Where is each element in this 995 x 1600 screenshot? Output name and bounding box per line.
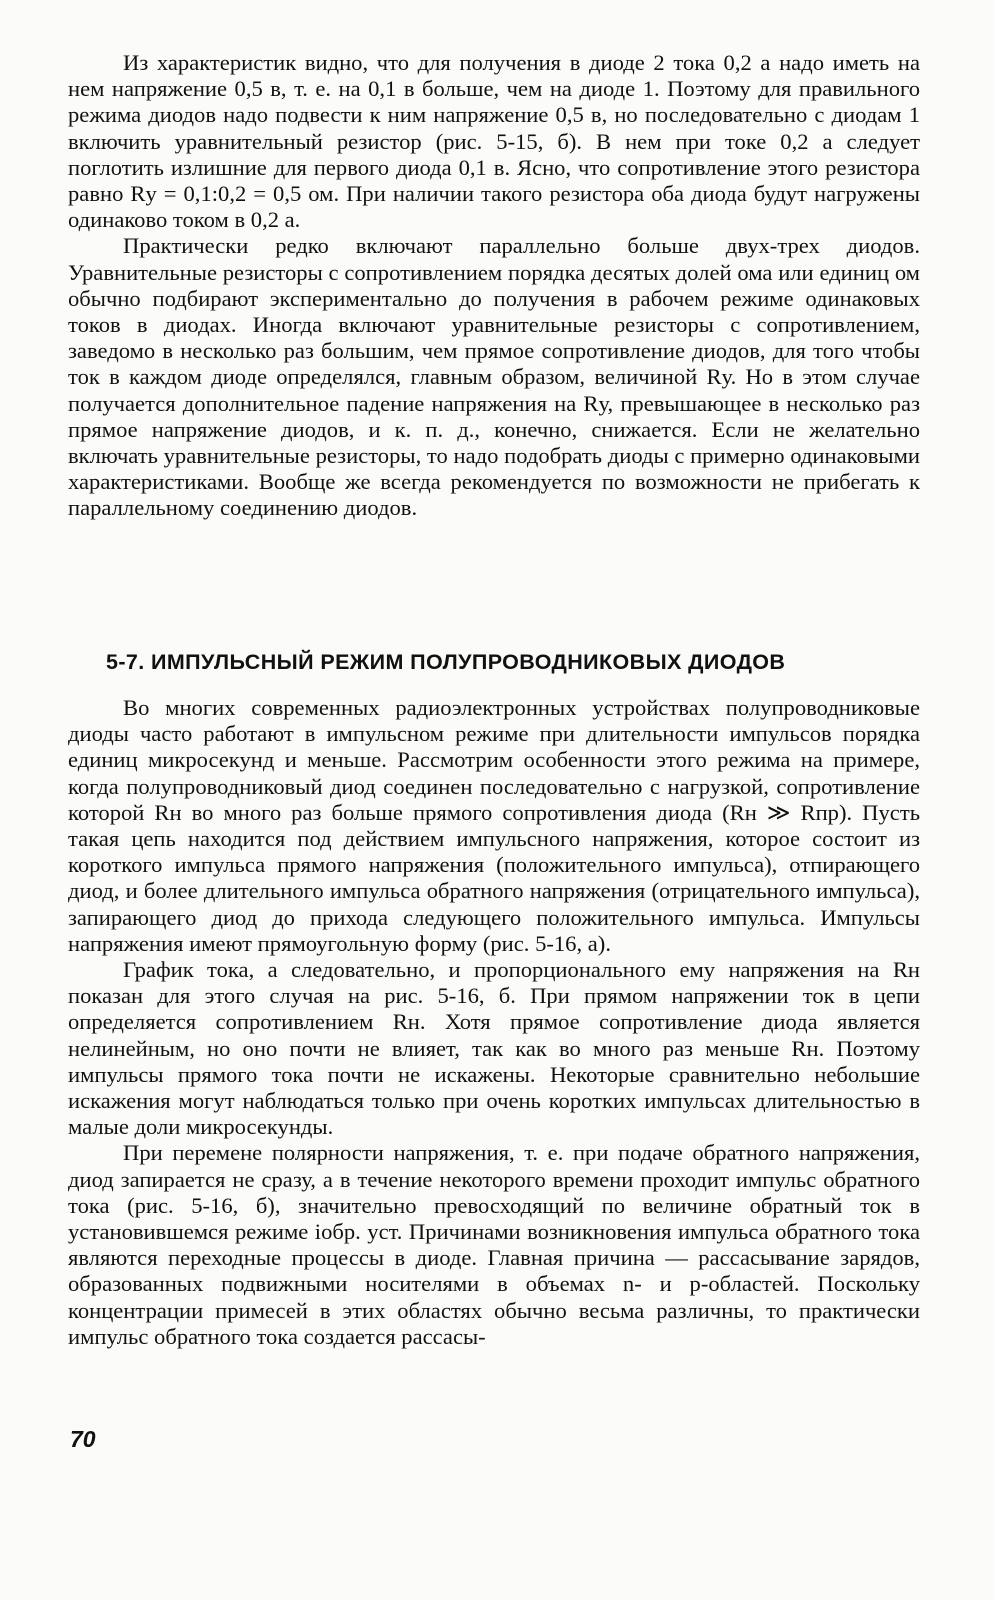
page-number: 70 bbox=[70, 1426, 96, 1452]
body-text-section bbox=[68, 695, 920, 1350]
paragraph: Из характеристик видно, что для получения в диоде 2 тока 0,2 а надо иметь на нем напряжение 0,5 в, т. е. на 0,1 в больше, чем на диоде 1. Поэтому для правильного режима диодов надо подвести к ним напряжение 0,5 в, но последовательно с диодам 1 включить уравнительный резистор (рис. 5-15, б). В нем при токе 0,2 а следует поглотить излишние для первого диода 0,1 в. Ясно, что сопротивление этого резистора равно Rу = 0,1:0,2 = 0,5 ом. При наличии такого резистора оба диода будут нагружены одинаково током в 0,2 а. bbox=[68, 50, 920, 233]
body-text-top bbox=[68, 50, 920, 522]
paragraph: График тока, а следовательно, и пропорционального ему напряжения на Rн показан для этого случая на рис. 5-16, б. При прямом напряжении ток в цепи определяется сопротивлением Rн. Хотя прямое сопротивление диода является нелинейным, но оно почти не влияет, так как во много раз меньше Rн. Поэтому импульсы прямого тока почти не искажены. Некоторые сравнительно небольшие искажения могут наблюдаться только при очень коротких импульсах длительностью в малые доли микросекунды. bbox=[68, 957, 920, 1140]
paragraph: Во многих современных радиоэлектронных устройствах полупроводниковые диоды часто работают в импульсном режиме при длительности импульсов порядка единиц микросекунд и меньше. Рассмотрим особенности этого режима на примере, когда полупроводниковый диод соединен последовательно с нагрузкой, сопротивление которой Rн во много раз больше прямого сопротивления диода (Rн ≫ Rпр). Пусть такая цепь находится под действием импульсного напряжения, которое состоит из короткого импульса прямого напряжения (положительного импульса), отпирающего диод, и более длительного импульса обратного напряжения (отрицательного импульса), запирающего диод до прихода следующего положительного импульса. Импульсы напряжения имеют прямоугольную форму (рис. 5-16, а). bbox=[68, 695, 920, 956]
paragraph: Практически редко включают параллельно больше двух-трех диодов. Уравнительные резисторы с сопротивлением порядка десятых долей ома или единиц ом обычно подбирают экспериментально до получения в рабочем режиме одинаковых токов в диодах. Иногда включают уравнительные резисторы с сопротивлением, заведомо в несколько раз большим, чем прямое сопротивление диодов, для того чтобы ток в каждом диоде определялся, главным образом, величиной Rу. Но в этом случае получается дополнительное падение напряжения на Rу, превышающее в несколько раз прямое напряжение диодов, и к. п. д., конечно, снижается. Если не желательно включать уравнительные резисторы, то надо подобрать диоды с примерно одинаковыми характеристиками. Вообще же всегда рекомендуется по возможности не прибегать к параллельному соединению диодов. bbox=[68, 233, 920, 521]
paragraph: При перемене полярности напряжения, т. е. при подаче обратного напряжения, диод запирается не сразу, а в течение некоторого времени проходит импульс обратного тока (рис. 5-16, б), значительно превосходящий по величине обратный ток в установившемся режиме iобр. уст. Причинами возникновения импульса обратного тока являются переходные процессы в диоде. Главная причина — рассасывание зарядов, образованных подвижными носителями в объемах n- и p-областей. Поскольку концентрации примесей в этих областях обычно весьма различны, то практически импульс обратного тока создается рассасы- bbox=[68, 1140, 920, 1349]
section-heading: 5-7. ИМПУЛЬСНЫЙ РЕЖИМ ПОЛУПРОВОДНИКОВЫХ ДИОДОВ bbox=[106, 650, 786, 674]
